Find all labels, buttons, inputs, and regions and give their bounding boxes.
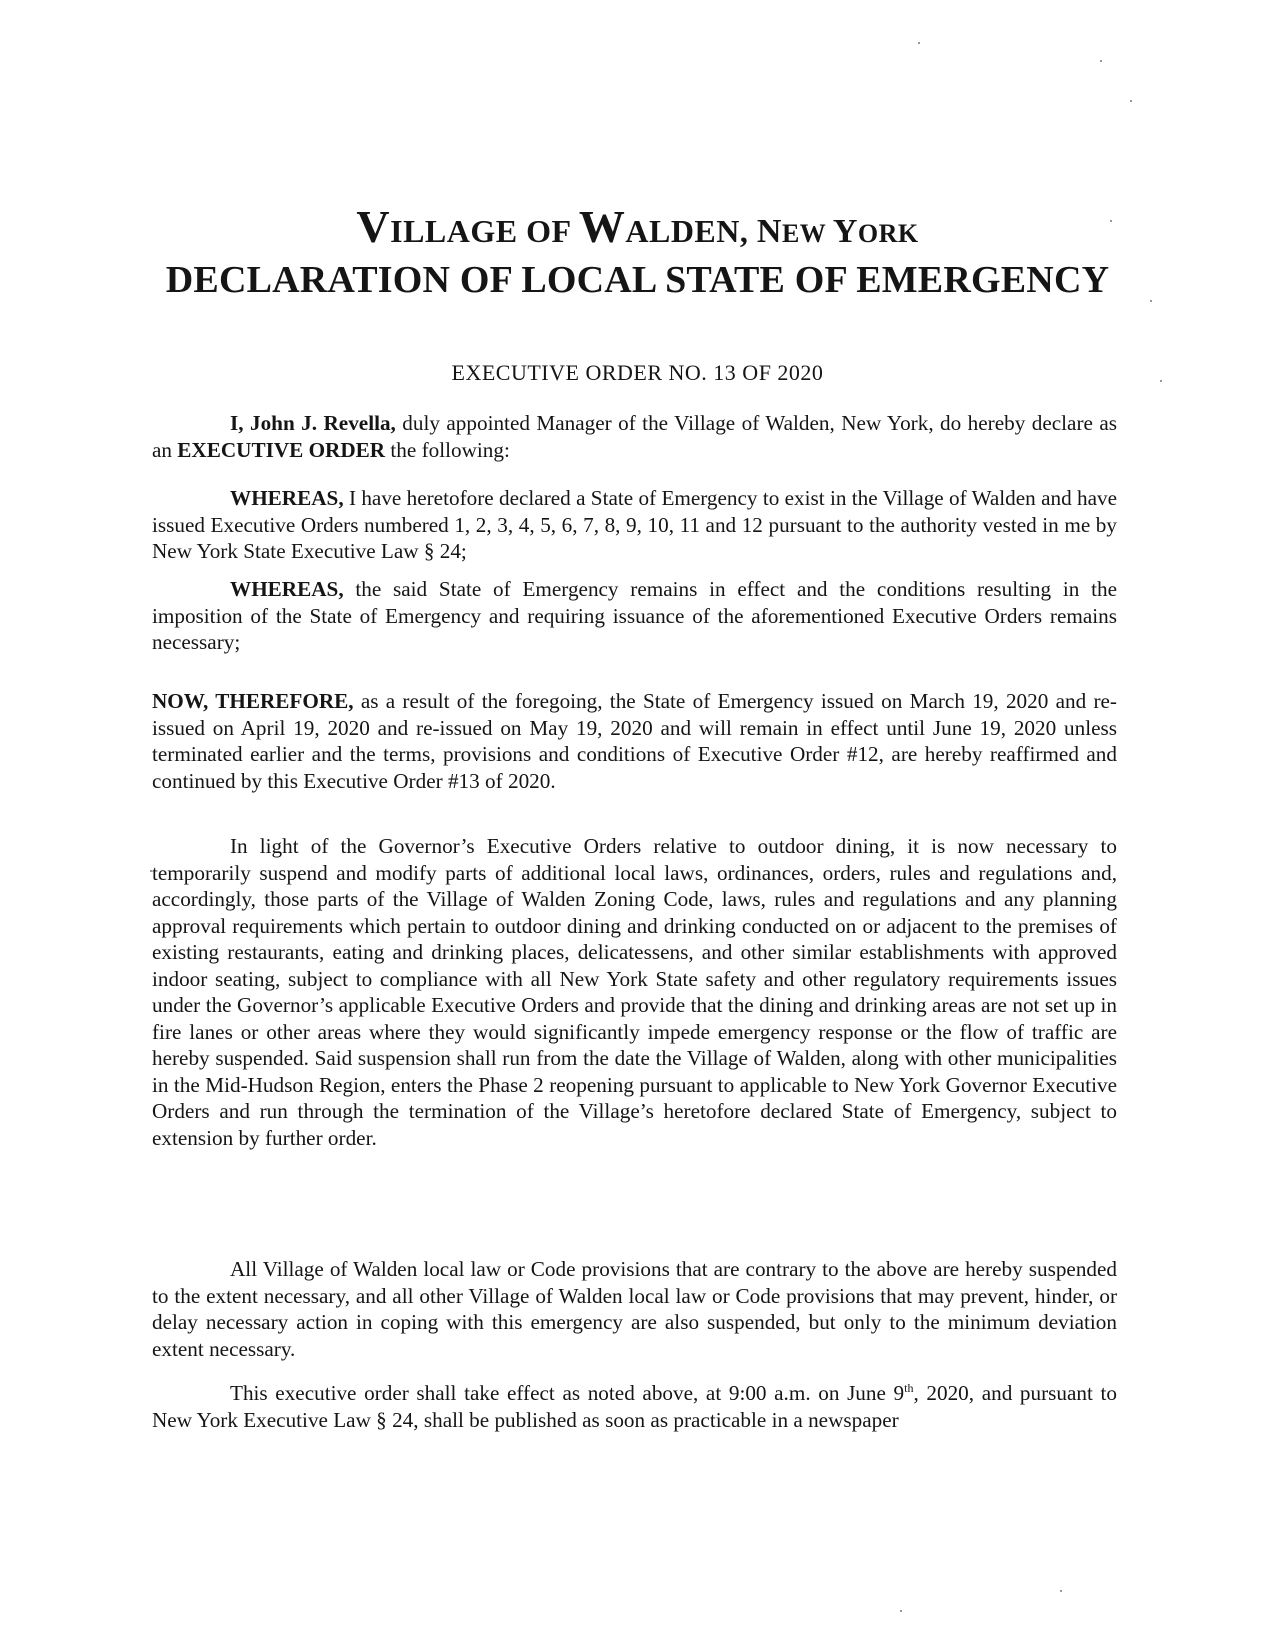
- title-letter: V: [356, 201, 391, 252]
- ordinal-suffix: th: [904, 1381, 914, 1395]
- title-text: ILLAGE OF: [390, 213, 579, 249]
- scan-speck: [900, 1610, 902, 1612]
- scan-speck: [1110, 220, 1112, 222]
- scan-speck: [1150, 300, 1152, 302]
- paragraph-whereas-2: [152, 576, 1117, 656]
- document-title-village: [0, 200, 1275, 253]
- executive-order-label: EXECUTIVE ORDER: [177, 437, 386, 462]
- scan-speck: [1100, 60, 1102, 62]
- whereas-label: WHEREAS,: [230, 486, 344, 510]
- intro-text-end: the following:: [385, 437, 510, 462]
- paragraph-whereas-1: [152, 485, 1117, 565]
- now-therefore-label: NOW, THEREFORE,: [152, 689, 354, 713]
- effect-text: This executive order shall take effect as noted above, at 9:00 a.m. on June 9: [230, 1381, 905, 1406]
- title-letter: Y: [832, 213, 858, 250]
- title-text: ORK: [857, 219, 919, 248]
- whereas-text: the said State of Emergency remains in effect and the conditions resulting in the imposition of the State of Emergency and requiring issuance of the aforementioned Executive Orders remains necessary;: [152, 577, 1117, 654]
- document-title-declaration: DECLARATION OF LOCAL STATE OF EMERGENCY: [165, 259, 1110, 301]
- whereas-label: WHEREAS,: [230, 577, 344, 601]
- scan-speck: [150, 870, 152, 872]
- scan-speck: [918, 42, 920, 44]
- paragraph-suspension: [152, 1256, 1117, 1362]
- scan-speck: [1060, 1590, 1062, 1592]
- title-text: EW: [781, 219, 833, 248]
- title-text: ALDEN,: [625, 213, 757, 249]
- title-letter: W: [578, 201, 626, 252]
- whereas-text: I have heretofore declared a State of Emergency to exist in the Village of Walden and have issued Executive Orders numbered 1, 2, 3, 4, 5, 6, 7, 8, 9, 10, 11 and 12 pursuant to the authority vested in me by New York State Executive Law § 24;: [152, 486, 1117, 563]
- manager-name: I, John J. Revella,: [230, 411, 396, 435]
- paragraph-intro: [152, 410, 1117, 463]
- scan-speck: [1130, 100, 1132, 102]
- executive-order-number: EXECUTIVE ORDER NO. 13 OF 2020: [451, 360, 824, 385]
- intro-text: duly appointed Manager of the Village of Walden, New York, do hereby declare as an: [152, 411, 1117, 462]
- now-therefore-text: as a result of the foregoing, the State of Emergency issued on March 19, 2020 and re-issued on April 19, 2020 and re-issued on May 19, 2020 and will remain in effect until June 19, 2020 unless terminated earlier and the terms, provisions and conditions of Executive Order #12, are hereby reaffirmed and continued by this Executive Order #13 of 2020.: [152, 689, 1117, 793]
- suspension-text: All Village of Walden local law or Code provisions that are contrary to the above are hereby suspended to the extent necessary, and all other Village of Walden local law or Code provisions that may prevent, hinder, or delay necessary action in coping with this emergency are also suspended, but only to the minimum deviation extent necessary.: [152, 1257, 1117, 1361]
- paragraph-outdoor-dining: [152, 833, 1117, 1151]
- title-letter: N: [756, 213, 782, 250]
- paragraph-now-therefore: [152, 688, 1117, 794]
- scan-speck: [1160, 380, 1162, 382]
- outdoor-dining-text: In light of the Governor’s Executive Orders relative to outdoor dining, it is now necessary to temporarily suspend and modify parts of additional local laws, ordinances, orders, rules and regulations and, accordingly, those parts of the Village of Walden Zoning Code, laws, rules and regulations and any planning approval requirements which pertain to outdoor dining and drinking conducted on or adjacent to the premises of existing restaurants, eating and drinking places, delicatessens, and other similar establishments with approved indoor seating, subject to compliance with all New York State safety and other regulatory requirements issues under the Governor’s applicable Executive Orders and provide that the dining and drinking areas are not set up in fire lanes or other areas where they would significantly impede emergency response or the flow of traffic are hereby suspended. Said suspension shall run from the date the Village of Walden, along with other municipalities in the Mid-Hudson Region, enters the Phase 2 reopening pursuant to applicable to New York Governor Executive Orders and run through the termination of the Village’s heretofore declared State of Emergency, subject to extension by further order.: [152, 834, 1117, 1150]
- effect-text-end: , 2020, and pursuant to New York Executive Law § 24, shall be published as soon as practicable in a newspaper: [152, 1381, 1117, 1432]
- paragraph-effect: [152, 1375, 1117, 1433]
